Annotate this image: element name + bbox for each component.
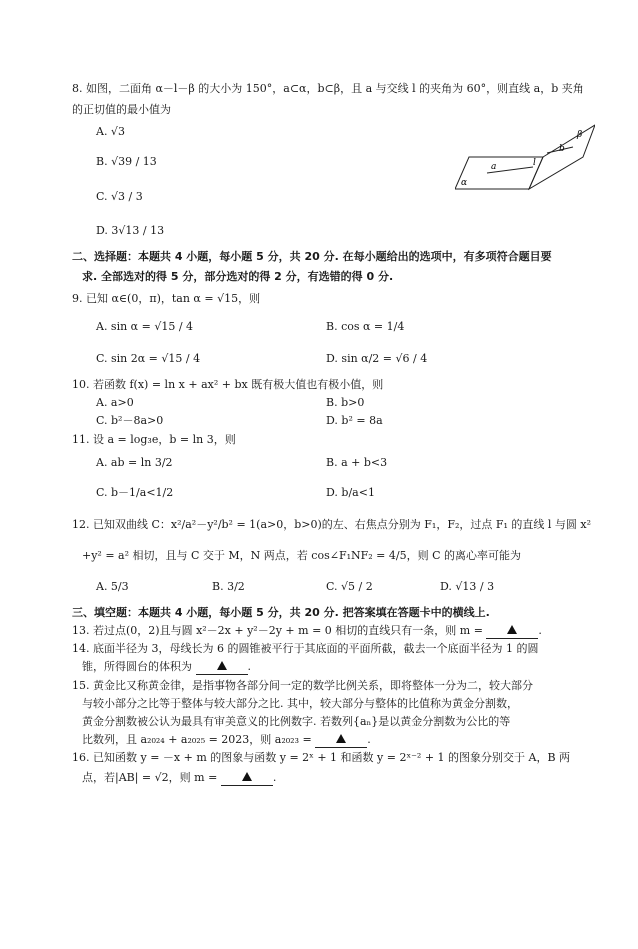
q15-line1: 15. 黄金比又称黄金律，是指事物各部分间一定的数学比例关系，即将整体一分为二，较大部分 (72, 679, 533, 692)
section2-heading-line1: 二、选择题：本题共 4 小题，每小题 5 分，共 20 分. 在每小题给出的选项中，有多项符合题目要 (72, 250, 552, 263)
q14-tail: . (247, 660, 251, 673)
q11-option-d: D. b/a<1 (326, 486, 375, 499)
q12-stem-line1: 12. 已知双曲线 C：x²/a²－y²/b² = 1(a>0，b>0)的左、右焦点分别为 F₁，F₂，过点 F₁ 的直线 l 与圆 x² (72, 518, 592, 531)
q10-stem: 10. 若函数 f(x) = ln x + ax² + bx 既有极大值也有极小值，则 (72, 378, 384, 391)
q10-option-a: A. a>0 (96, 396, 134, 409)
plane-alpha (455, 157, 543, 189)
q9-option-d: D. sin α/2 = √6 / 4 (326, 352, 428, 365)
section2-heading-line2: 求. 全部选对的得 5 分，部分选对的得 2 分，有选错的得 0 分. (82, 270, 394, 283)
q16-tail: . (272, 771, 277, 784)
q15-line4 (82, 733, 371, 748)
q13-answer-blank[interactable] (486, 624, 538, 639)
q8-option-b: B. √39 / 13 (96, 155, 157, 168)
q12-option-a: A. 5/3 (96, 580, 129, 593)
q9-option-a: A. sin α = √15 / 4 (96, 320, 194, 333)
q12-option-b: B. 3/2 (212, 580, 245, 593)
q15-line2: 与较小部分之比等于整体与较大部分之比. 其中，较大部分与整体的比值称为黄金分割数， (82, 697, 518, 710)
q8-option-d: D. 3√13 / 13 (96, 224, 165, 237)
q9-option-c: C. sin 2α = √15 / 4 (96, 352, 201, 365)
label-alpha: α (461, 178, 468, 188)
q14-line2 (82, 660, 251, 675)
q10-option-d: D. b² = 8a (326, 414, 383, 427)
section3-heading: 三、填空题：本题共 4 小题，每小题 5 分，共 20 分. 把答案填在答题卡中的横线上. (72, 606, 490, 619)
q12-option-d: D. √13 / 3 (440, 580, 495, 593)
q13-text: 13. 若过点(0，2)且与圆 x²－2x + y²－2y + m = 0 相切的直线只有一条，则 m = (72, 624, 483, 637)
label-beta: β (577, 130, 583, 140)
q10-option-c: C. b²－8a>0 (96, 414, 164, 427)
q8-stem-line2: 的正切值的最小值为 (72, 103, 171, 116)
q16-text: 点，若|AB| = √2，则 m = (82, 771, 218, 784)
q16-line1: 16. 已知函数 y = －x + m 的图象与函数 y = 2ˣ + 1 和函数 y = 2ˣ⁻² + 1 的图象分别交于 A，B 两 (72, 751, 571, 764)
triangle-icon (217, 661, 227, 670)
q8-option-a: A. √3 (96, 125, 125, 138)
q10-option-b: B. b>0 (326, 396, 365, 409)
q13-stem (72, 624, 542, 639)
triangle-icon (242, 772, 252, 781)
label-l: l (533, 158, 536, 168)
q11-option-c: C. b－1/a<1/2 (96, 486, 174, 499)
q12-stem-line2: +y² = a² 相切，且与 C 交于 M，N 两点，若 cos∠F₁NF₂ = 4/5，则 C 的离心率可能为 (82, 549, 521, 562)
triangle-icon (336, 734, 346, 743)
q12-option-c: C. √5 / 2 (326, 580, 373, 593)
q15-line3: 黄金分割数被公认为最具有审美意义的比例数字. 若数列{aₙ}是以黄金分割数为公比的等 (82, 715, 511, 728)
q14-answer-blank[interactable] (196, 660, 248, 675)
q16-line2 (82, 771, 276, 786)
q14-line1: 14. 底面半径为 3，母线长为 6 的圆锥被平行于其底面的平面所截，截去一个底面半径为 1 的圆 (72, 642, 539, 655)
q14-text: 锥，所得圆台的体积为 (82, 660, 192, 673)
q11-option-a: A. ab = ln 3/2 (96, 456, 173, 469)
label-a: a (491, 162, 497, 172)
dihedral-angle-figure (455, 123, 595, 193)
triangle-icon (507, 625, 517, 634)
q15-answer-blank[interactable] (315, 733, 367, 748)
q8-option-c: C. √3 / 3 (96, 190, 143, 203)
q9-stem: 9. 已知 α∈(0，π)，tan α = √15，则 (72, 292, 261, 305)
q15-tail: . (367, 733, 371, 746)
label-b: b (559, 144, 565, 154)
q11-option-b: B. a + b<3 (326, 456, 388, 469)
q15-text: 比数列，且 a₂₀₂₄ + a₂₀₂₅ = 2023，则 a₂₀₂₃ = (82, 733, 312, 746)
q13-tail: . (538, 624, 542, 637)
q16-answer-blank[interactable] (221, 771, 273, 786)
q8-stem-line1: 8. 如图，二面角 α－l－β 的大小为 150°，a⊂α，b⊂β，且 a 与交线 l 的夹角为 60°，则直线 a，b 夹角 (72, 82, 584, 95)
q9-option-b: B. cos α = 1/4 (326, 320, 405, 333)
q11-stem: 11. 设 a = log₃e，b = ln 3，则 (72, 433, 236, 446)
